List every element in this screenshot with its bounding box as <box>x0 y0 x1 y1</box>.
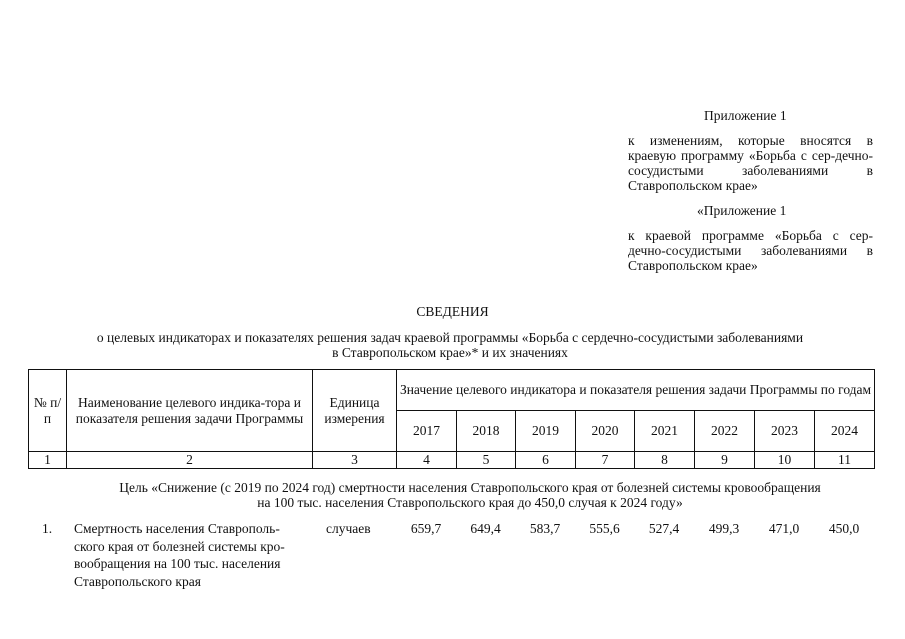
row-value: 499,3 <box>708 521 740 536</box>
row-number: 1. <box>41 521 53 536</box>
goal-line-2: на 100 тыс. населения Ставропольского края до 450,0 случая к 2024 году» <box>257 494 683 510</box>
appendix-heading: Приложение 1 <box>704 108 787 123</box>
column-number-cell: 10 <box>755 452 815 469</box>
table-row <box>28 520 874 590</box>
header-cell-name: Наименование целевого индика-тора и показателя решения задачи Программы <box>67 370 313 452</box>
goal-line-1: Цель «Снижение (с 2019 по 2024 год) смертности населения Ставропольского края от болезней системы кровообращения <box>119 480 821 495</box>
year-cell: 2024 <box>815 411 875 452</box>
row-value: 583,7 <box>529 521 561 536</box>
indicators-table-header <box>28 369 875 469</box>
column-number-cell: 2 <box>67 452 313 469</box>
row-value: 649,4 <box>470 521 501 536</box>
year-cell: 2020 <box>576 411 635 452</box>
column-number-cell: 1 <box>29 452 67 469</box>
column-number-cell: 7 <box>576 452 635 469</box>
year-cell: 2022 <box>695 411 755 452</box>
column-number-cell: 6 <box>516 452 576 469</box>
year-cell: 2021 <box>635 411 695 452</box>
subtitle-line-1: о целевых индикаторах и показателях решения задач краевой программы «Борьба с сердечно-сосудистыми заболеваниями <box>96 330 804 345</box>
year-cell: 2018 <box>457 411 516 452</box>
goal-statement <box>60 481 880 511</box>
row-indicator-name: Смертность населения Ставрополь-ского края от болезней системы кро-вообращения на 100 тыс. населения Ставропольского края <box>74 521 285 589</box>
appendix-annotation: к изменениям, которые вносятся в краевую программу «Борьба с сер-дечно-сосудистыми заболеваниями в Ставропольском крае» <box>628 133 873 194</box>
year-cell: 2019 <box>516 411 576 452</box>
row-value: 659,7 <box>410 521 442 536</box>
row-value: 555,6 <box>589 521 620 536</box>
appendix-heading-2: «Приложение 1 <box>697 203 787 218</box>
column-number-cell: 4 <box>397 452 457 469</box>
year-cell: 2017 <box>397 411 457 452</box>
document-title: СВЕДЕНИЯ <box>416 304 489 319</box>
row-value: 450,0 <box>828 521 860 536</box>
column-number-cell: 11 <box>815 452 875 469</box>
header-cell-values: Значение целевого индикатора и показателя решения задачи Программы по годам <box>397 370 875 411</box>
appendix-annotation-2: к краевой программе «Борьба с сер-дечно-сосудистыми заболеваниями в Ставропольском крае» <box>628 228 873 274</box>
subtitle-line-2: в Ставропольском крае»* и их значениях <box>332 344 568 360</box>
document-subtitle <box>40 331 860 361</box>
header-cell-number: № п/п <box>29 370 67 452</box>
row-value: 527,4 <box>648 521 680 536</box>
year-cell: 2023 <box>755 411 815 452</box>
indicators-table-body <box>28 520 874 590</box>
header-cell-unit: Единица измерения <box>313 370 397 452</box>
column-number-cell: 8 <box>635 452 695 469</box>
column-number-cell: 9 <box>695 452 755 469</box>
row-unit: случаев <box>326 521 371 536</box>
row-value: 471,0 <box>768 521 800 536</box>
column-number-cell: 5 <box>457 452 516 469</box>
column-number-cell: 3 <box>313 452 397 469</box>
